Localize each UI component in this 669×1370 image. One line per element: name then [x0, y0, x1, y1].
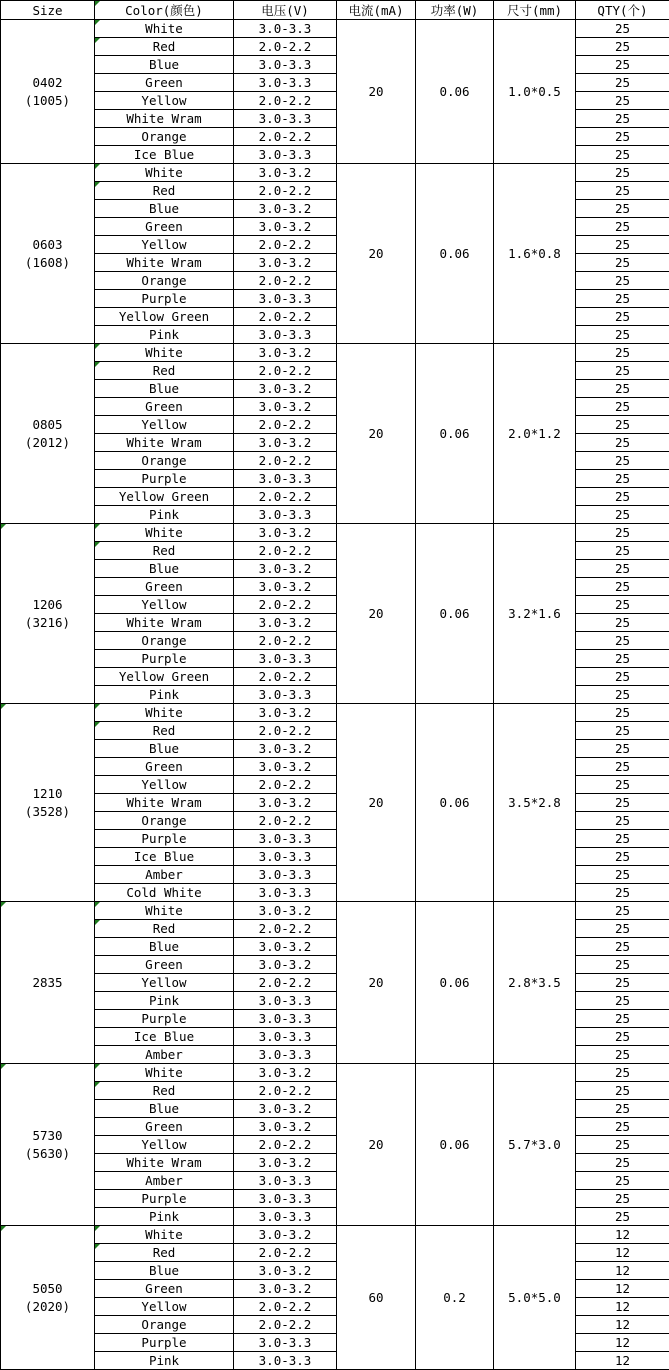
voltage-cell: 3.0-3.3	[234, 1208, 337, 1226]
color-cell: Orange	[95, 1316, 234, 1334]
qty-cell: 12	[576, 1244, 669, 1262]
color-cell: Yellow	[95, 974, 234, 992]
qty-cell: 25	[576, 344, 669, 362]
voltage-cell: 3.0-3.2	[234, 938, 337, 956]
table-row	[1, 20, 669, 38]
color-cell: White	[95, 1226, 234, 1244]
size-cell	[1, 1226, 95, 1370]
qty-cell: 25	[576, 398, 669, 416]
color-cell: Purple	[95, 1010, 234, 1028]
voltage-cell: 3.0-3.2	[234, 1100, 337, 1118]
qty-cell: 12	[576, 1226, 669, 1244]
qty-cell: 25	[576, 380, 669, 398]
header-row	[1, 1, 669, 20]
qty-cell: 25	[576, 1082, 669, 1100]
size-label: (2020)	[1, 1298, 94, 1316]
color-cell: Blue	[95, 1262, 234, 1280]
current-cell: 20	[337, 704, 416, 902]
qty-cell: 25	[576, 722, 669, 740]
table-row	[1, 704, 669, 722]
color-cell: Red	[95, 1244, 234, 1262]
color-cell: White	[95, 1064, 234, 1082]
voltage-cell: 3.0-3.2	[234, 254, 337, 272]
voltage-cell: 2.0-2.2	[234, 668, 337, 686]
qty-cell: 25	[576, 1046, 669, 1064]
color-cell: Yellow Green	[95, 668, 234, 686]
color-cell: Pink	[95, 1208, 234, 1226]
voltage-cell: 3.0-3.3	[234, 56, 337, 74]
size-cell	[1, 902, 95, 1064]
header-qty: QTY(个)	[576, 1, 669, 20]
voltage-cell: 3.0-3.3	[234, 992, 337, 1010]
voltage-cell: 3.0-3.3	[234, 1172, 337, 1190]
header-power: 功率(W)	[416, 1, 494, 20]
size-label: 0805	[1, 416, 94, 434]
color-cell: Purple	[95, 1190, 234, 1208]
qty-cell: 25	[576, 236, 669, 254]
qty-cell: 25	[576, 416, 669, 434]
color-cell: Yellow	[95, 596, 234, 614]
qty-cell: 25	[576, 740, 669, 758]
voltage-cell: 2.0-2.2	[234, 596, 337, 614]
qty-cell: 25	[576, 38, 669, 56]
voltage-cell: 2.0-2.2	[234, 236, 337, 254]
dimension-cell: 1.0*0.5	[494, 20, 576, 164]
color-cell: White	[95, 524, 234, 542]
qty-cell: 25	[576, 992, 669, 1010]
voltage-cell: 2.0-2.2	[234, 182, 337, 200]
voltage-cell: 3.0-3.2	[234, 1280, 337, 1298]
qty-cell: 25	[576, 1064, 669, 1082]
voltage-cell: 2.0-2.2	[234, 776, 337, 794]
header-current: 电流(mA)	[337, 1, 416, 20]
voltage-cell: 2.0-2.2	[234, 1316, 337, 1334]
color-cell: White	[95, 20, 234, 38]
voltage-cell: 3.0-3.3	[234, 830, 337, 848]
qty-cell: 25	[576, 218, 669, 236]
color-cell: Pink	[95, 1352, 234, 1370]
current-cell: 20	[337, 902, 416, 1064]
color-cell: Purple	[95, 290, 234, 308]
dimension-cell: 5.0*5.0	[494, 1226, 576, 1370]
voltage-cell: 3.0-3.2	[234, 218, 337, 236]
qty-cell: 25	[576, 1100, 669, 1118]
color-cell: Orange	[95, 452, 234, 470]
table-row	[1, 344, 669, 362]
dimension-cell: 1.6*0.8	[494, 164, 576, 344]
qty-cell: 25	[576, 758, 669, 776]
qty-cell: 25	[576, 362, 669, 380]
voltage-cell: 3.0-3.2	[234, 200, 337, 218]
qty-cell: 25	[576, 1118, 669, 1136]
voltage-cell: 3.0-3.3	[234, 326, 337, 344]
color-cell: Cold White	[95, 884, 234, 902]
voltage-cell: 2.0-2.2	[234, 92, 337, 110]
qty-cell: 25	[576, 254, 669, 272]
qty-cell: 25	[576, 452, 669, 470]
voltage-cell: 2.0-2.2	[234, 1136, 337, 1154]
size-label: 0603	[1, 236, 94, 254]
size-label: 1210	[1, 785, 94, 803]
power-cell: 0.06	[416, 344, 494, 524]
voltage-cell: 3.0-3.3	[234, 146, 337, 164]
voltage-cell: 3.0-3.2	[234, 434, 337, 452]
voltage-cell: 3.0-3.2	[234, 398, 337, 416]
qty-cell: 25	[576, 524, 669, 542]
color-cell: Blue	[95, 1100, 234, 1118]
header-size: Size	[1, 1, 95, 20]
qty-cell: 25	[576, 56, 669, 74]
color-cell: Purple	[95, 1334, 234, 1352]
voltage-cell: 3.0-3.2	[234, 740, 337, 758]
qty-cell: 25	[576, 200, 669, 218]
qty-cell: 25	[576, 272, 669, 290]
voltage-cell: 3.0-3.3	[234, 1190, 337, 1208]
current-cell: 20	[337, 344, 416, 524]
color-cell: Purple	[95, 650, 234, 668]
color-cell: White	[95, 902, 234, 920]
color-cell: Yellow	[95, 236, 234, 254]
qty-cell: 25	[576, 1154, 669, 1172]
voltage-cell: 3.0-3.3	[234, 686, 337, 704]
dimension-cell: 2.8*3.5	[494, 902, 576, 1064]
voltage-cell: 2.0-2.2	[234, 1244, 337, 1262]
color-cell: White	[95, 704, 234, 722]
color-cell: Red	[95, 920, 234, 938]
qty-cell: 25	[576, 614, 669, 632]
voltage-cell: 3.0-3.3	[234, 290, 337, 308]
voltage-cell: 3.0-3.3	[234, 506, 337, 524]
qty-cell: 25	[576, 632, 669, 650]
table-row	[1, 902, 669, 920]
dimension-cell: 2.0*1.2	[494, 344, 576, 524]
color-cell: Pink	[95, 686, 234, 704]
qty-cell: 25	[576, 1136, 669, 1154]
qty-cell: 25	[576, 812, 669, 830]
qty-cell: 25	[576, 686, 669, 704]
color-cell: Blue	[95, 200, 234, 218]
current-cell: 60	[337, 1226, 416, 1370]
color-cell: White Wram	[95, 614, 234, 632]
size-label: 2835	[1, 974, 94, 992]
color-cell: Green	[95, 218, 234, 236]
voltage-cell: 2.0-2.2	[234, 488, 337, 506]
current-cell: 20	[337, 524, 416, 704]
qty-cell: 25	[576, 704, 669, 722]
qty-cell: 25	[576, 110, 669, 128]
color-cell: Ice Blue	[95, 848, 234, 866]
color-cell: White	[95, 344, 234, 362]
size-label: 5050	[1, 1280, 94, 1298]
color-cell: Red	[95, 1082, 234, 1100]
size-cell	[1, 524, 95, 704]
table-row	[1, 1064, 669, 1082]
color-cell: Ice Blue	[95, 1028, 234, 1046]
voltage-cell: 3.0-3.2	[234, 614, 337, 632]
size-cell	[1, 704, 95, 902]
voltage-cell: 2.0-2.2	[234, 920, 337, 938]
power-cell: 0.06	[416, 524, 494, 704]
size-cell	[1, 1064, 95, 1226]
voltage-cell: 2.0-2.2	[234, 632, 337, 650]
color-cell: Amber	[95, 1046, 234, 1064]
qty-cell: 12	[576, 1298, 669, 1316]
qty-cell: 25	[576, 164, 669, 182]
power-cell: 0.06	[416, 20, 494, 164]
qty-cell: 25	[576, 182, 669, 200]
voltage-cell: 3.0-3.3	[234, 20, 337, 38]
qty-cell: 25	[576, 308, 669, 326]
color-cell: Purple	[95, 470, 234, 488]
qty-cell: 25	[576, 20, 669, 38]
color-cell: Pink	[95, 992, 234, 1010]
color-cell: Orange	[95, 632, 234, 650]
current-cell: 20	[337, 164, 416, 344]
qty-cell: 25	[576, 1208, 669, 1226]
size-cell	[1, 344, 95, 524]
power-cell: 0.06	[416, 902, 494, 1064]
qty-cell: 25	[576, 542, 669, 560]
color-cell: Blue	[95, 938, 234, 956]
color-cell: Blue	[95, 56, 234, 74]
qty-cell: 25	[576, 776, 669, 794]
voltage-cell: 2.0-2.2	[234, 272, 337, 290]
color-cell: Yellow Green	[95, 308, 234, 326]
size-label: (2012)	[1, 434, 94, 452]
color-cell: Red	[95, 182, 234, 200]
color-cell: Purple	[95, 830, 234, 848]
voltage-cell: 2.0-2.2	[234, 542, 337, 560]
header-voltage: 电压(V)	[234, 1, 337, 20]
qty-cell: 25	[576, 326, 669, 344]
voltage-cell: 3.0-3.2	[234, 344, 337, 362]
qty-cell: 25	[576, 794, 669, 812]
qty-cell: 25	[576, 1028, 669, 1046]
qty-cell: 25	[576, 596, 669, 614]
voltage-cell: 3.0-3.3	[234, 1028, 337, 1046]
qty-cell: 12	[576, 1334, 669, 1352]
current-cell: 20	[337, 20, 416, 164]
size-label: 0402	[1, 74, 94, 92]
qty-cell: 25	[576, 884, 669, 902]
qty-cell: 12	[576, 1262, 669, 1280]
color-cell: Yellow	[95, 1136, 234, 1154]
qty-cell: 12	[576, 1316, 669, 1334]
voltage-cell: 2.0-2.2	[234, 722, 337, 740]
color-cell: Yellow Green	[95, 488, 234, 506]
color-cell: White Wram	[95, 254, 234, 272]
color-cell: Yellow	[95, 92, 234, 110]
voltage-cell: 2.0-2.2	[234, 452, 337, 470]
color-cell: Pink	[95, 506, 234, 524]
voltage-cell: 3.0-3.3	[234, 1046, 337, 1064]
color-cell: Green	[95, 956, 234, 974]
qty-cell: 25	[576, 902, 669, 920]
voltage-cell: 2.0-2.2	[234, 362, 337, 380]
color-cell: Blue	[95, 560, 234, 578]
color-cell: Yellow	[95, 1298, 234, 1316]
color-cell: Green	[95, 578, 234, 596]
qty-cell: 25	[576, 1190, 669, 1208]
voltage-cell: 3.0-3.2	[234, 1226, 337, 1244]
color-cell: Green	[95, 758, 234, 776]
size-label: (5630)	[1, 1145, 94, 1163]
qty-cell: 25	[576, 92, 669, 110]
color-cell: Red	[95, 38, 234, 56]
color-cell: White Wram	[95, 1154, 234, 1172]
color-cell: Blue	[95, 740, 234, 758]
voltage-cell: 3.0-3.2	[234, 704, 337, 722]
size-label: 5730	[1, 1127, 94, 1145]
color-cell: Pink	[95, 326, 234, 344]
voltage-cell: 3.0-3.2	[234, 380, 337, 398]
qty-cell: 25	[576, 668, 669, 686]
voltage-cell: 3.0-3.2	[234, 1118, 337, 1136]
color-cell: Green	[95, 74, 234, 92]
qty-cell: 25	[576, 470, 669, 488]
color-cell: White Wram	[95, 110, 234, 128]
voltage-cell: 3.0-3.2	[234, 758, 337, 776]
voltage-cell: 2.0-2.2	[234, 308, 337, 326]
header-dimension: 尺寸(mm)	[494, 1, 576, 20]
qty-cell: 25	[576, 974, 669, 992]
qty-cell: 12	[576, 1280, 669, 1298]
qty-cell: 25	[576, 128, 669, 146]
qty-cell: 12	[576, 1352, 669, 1370]
power-cell: 0.06	[416, 704, 494, 902]
voltage-cell: 3.0-3.3	[234, 110, 337, 128]
color-cell: Blue	[95, 380, 234, 398]
qty-cell: 25	[576, 74, 669, 92]
color-cell: White Wram	[95, 434, 234, 452]
color-cell: Green	[95, 1118, 234, 1136]
qty-cell: 25	[576, 650, 669, 668]
size-label: (1005)	[1, 92, 94, 110]
voltage-cell: 3.0-3.2	[234, 578, 337, 596]
voltage-cell: 2.0-2.2	[234, 1082, 337, 1100]
size-label: (3528)	[1, 803, 94, 821]
voltage-cell: 3.0-3.3	[234, 650, 337, 668]
dimension-cell: 3.2*1.6	[494, 524, 576, 704]
color-cell: White Wram	[95, 794, 234, 812]
power-cell: 0.2	[416, 1226, 494, 1370]
power-cell: 0.06	[416, 1064, 494, 1226]
voltage-cell: 3.0-3.2	[234, 902, 337, 920]
color-cell: Orange	[95, 128, 234, 146]
voltage-cell: 2.0-2.2	[234, 38, 337, 56]
dimension-cell: 3.5*2.8	[494, 704, 576, 902]
voltage-cell: 2.0-2.2	[234, 128, 337, 146]
qty-cell: 25	[576, 578, 669, 596]
color-cell: Orange	[95, 272, 234, 290]
color-cell: Yellow	[95, 776, 234, 794]
voltage-cell: 3.0-3.3	[234, 470, 337, 488]
power-cell: 0.06	[416, 164, 494, 344]
header-color: Color(颜色)	[95, 1, 234, 20]
voltage-cell: 2.0-2.2	[234, 416, 337, 434]
qty-cell: 25	[576, 938, 669, 956]
voltage-cell: 3.0-3.3	[234, 848, 337, 866]
color-cell: Amber	[95, 1172, 234, 1190]
table-body	[1, 1, 669, 1370]
size-label: (1608)	[1, 254, 94, 272]
size-label: (3216)	[1, 614, 94, 632]
voltage-cell: 3.0-3.3	[234, 1010, 337, 1028]
color-cell: Orange	[95, 812, 234, 830]
table-row	[1, 164, 669, 182]
voltage-cell: 3.0-3.2	[234, 1064, 337, 1082]
qty-cell: 25	[576, 434, 669, 452]
color-cell: Yellow	[95, 416, 234, 434]
table-row	[1, 1226, 669, 1244]
voltage-cell: 2.0-2.2	[234, 812, 337, 830]
qty-cell: 25	[576, 920, 669, 938]
size-label: 1206	[1, 596, 94, 614]
color-cell: Red	[95, 362, 234, 380]
size-cell	[1, 20, 95, 164]
color-cell: Red	[95, 722, 234, 740]
qty-cell: 25	[576, 1010, 669, 1028]
color-cell: Green	[95, 1280, 234, 1298]
voltage-cell: 3.0-3.3	[234, 1352, 337, 1370]
size-cell	[1, 164, 95, 344]
voltage-cell: 3.0-3.2	[234, 164, 337, 182]
qty-cell: 25	[576, 560, 669, 578]
voltage-cell: 3.0-3.3	[234, 1334, 337, 1352]
voltage-cell: 3.0-3.2	[234, 560, 337, 578]
voltage-cell: 2.0-2.2	[234, 1298, 337, 1316]
color-cell: Green	[95, 398, 234, 416]
dimension-cell: 5.7*3.0	[494, 1064, 576, 1226]
qty-cell: 25	[576, 956, 669, 974]
voltage-cell: 3.0-3.2	[234, 794, 337, 812]
voltage-cell: 3.0-3.3	[234, 74, 337, 92]
voltage-cell: 3.0-3.2	[234, 956, 337, 974]
qty-cell: 25	[576, 848, 669, 866]
voltage-cell: 2.0-2.2	[234, 974, 337, 992]
color-cell: Ice Blue	[95, 146, 234, 164]
qty-cell: 25	[576, 830, 669, 848]
qty-cell: 25	[576, 290, 669, 308]
qty-cell: 25	[576, 866, 669, 884]
voltage-cell: 3.0-3.2	[234, 524, 337, 542]
qty-cell: 25	[576, 488, 669, 506]
qty-cell: 25	[576, 1172, 669, 1190]
color-cell: White	[95, 164, 234, 182]
voltage-cell: 3.0-3.2	[234, 1154, 337, 1172]
color-cell: Amber	[95, 866, 234, 884]
color-cell: Red	[95, 542, 234, 560]
qty-cell: 25	[576, 146, 669, 164]
table-row	[1, 524, 669, 542]
qty-cell: 25	[576, 506, 669, 524]
voltage-cell: 3.0-3.2	[234, 1262, 337, 1280]
voltage-cell: 3.0-3.3	[234, 866, 337, 884]
voltage-cell: 3.0-3.3	[234, 884, 337, 902]
current-cell: 20	[337, 1064, 416, 1226]
